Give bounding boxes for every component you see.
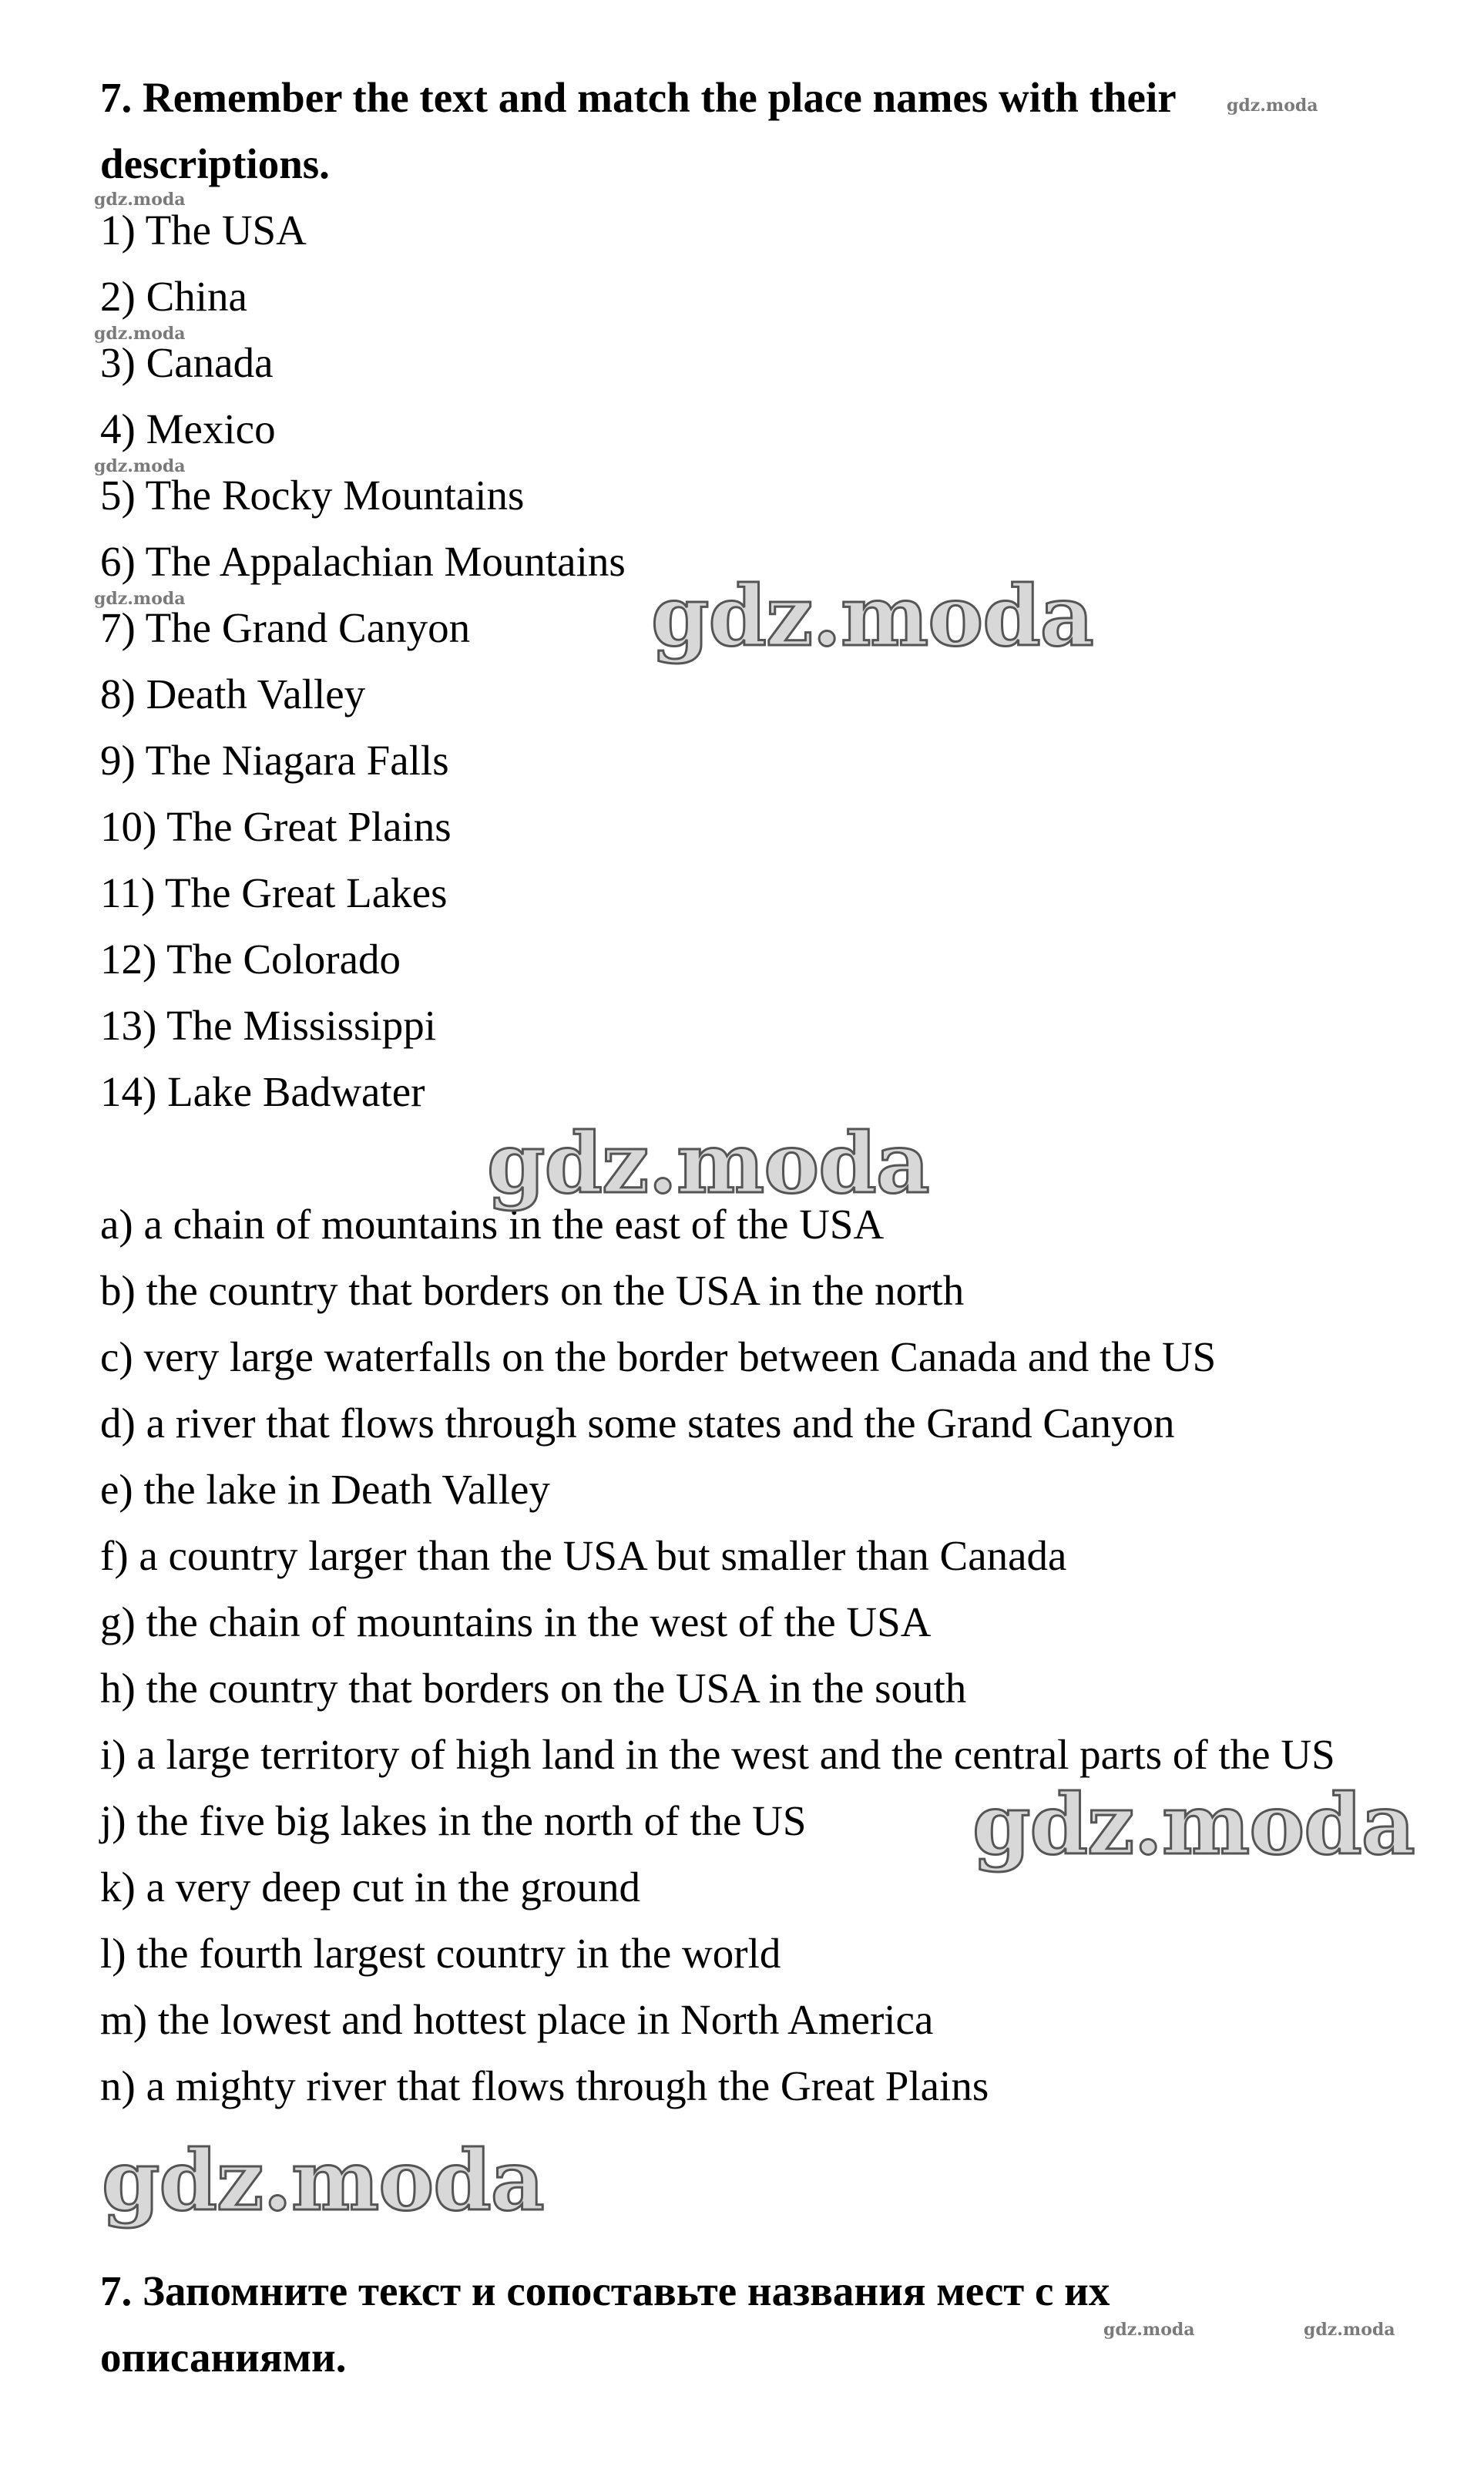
place-name-item: 2) China	[100, 273, 247, 320]
description-item: f) a country larger than the USA but smaller than Canada	[100, 1532, 1067, 1579]
watermark-logo: gdz.moda	[102, 2132, 544, 2230]
watermark-logo: gdz.moda	[651, 568, 1093, 665]
description-item: c) very large waterfalls on the border between Canada and the US	[100, 1333, 1217, 1380]
place-name-item: 7) The Grand Canyon	[100, 604, 471, 651]
place-name-item: 1) The USA	[100, 207, 307, 254]
place-name-item: 14) Lake Badwater	[100, 1068, 425, 1115]
watermark-small: gdz.moda	[1227, 96, 1318, 116]
description-item: e) the lake in Death Valley	[100, 1466, 550, 1513]
description-item: b) the country that borders on the USA in the north	[100, 1267, 965, 1314]
description-item: m) the lowest and hottest place in North America	[100, 1996, 934, 2043]
place-name-item: 5) The Rocky Mountains	[100, 472, 525, 519]
heading-ru-line1: 7. Запомните текст и сопоставьте названия мест с их	[100, 2267, 1110, 2314]
watermark-small: gdz.moda	[1304, 2320, 1395, 2340]
description-item: a) a chain of mountains in the east of the USA	[100, 1201, 885, 1248]
watermark-logo: gdz.moda	[972, 1776, 1415, 1874]
heading-ru-line2: описаниями.	[100, 2334, 347, 2381]
place-name-item: 8) Death Valley	[100, 670, 366, 717]
description-item: l) the fourth largest country in the world	[100, 1930, 781, 1977]
watermark-small: gdz.moda	[94, 589, 186, 609]
heading-en-line2: descriptions.	[100, 140, 330, 187]
place-name-item: 9) The Niagara Falls	[100, 737, 449, 784]
place-name-item: 12) The Colorado	[100, 936, 401, 983]
place-name-item: 6) The Appalachian Mountains	[100, 538, 626, 585]
watermark-small: gdz.moda	[94, 456, 186, 476]
description-item: n) a mighty river that flows through the Great Plains	[100, 2062, 989, 2109]
place-name-item: 11) The Great Lakes	[100, 869, 448, 916]
watermark-logo: gdz.moda	[487, 1115, 929, 1212]
watermark-small: gdz.moda	[1103, 2320, 1195, 2340]
watermark-small: gdz.moda	[94, 190, 186, 210]
description-item: d) a river that flows through some states and the Grand Canyon	[100, 1400, 1175, 1447]
description-item: i) a large territory of high land in the west and the central parts of the US	[100, 1731, 1335, 1778]
description-item: h) the country that borders on the USA in the south	[100, 1665, 967, 1712]
place-name-item: 4) Mexico	[100, 405, 276, 452]
place-name-item: 13) The Mississippi	[100, 1002, 436, 1049]
place-name-item: 10) The Great Plains	[100, 803, 452, 850]
description-item: k) a very deep cut in the ground	[100, 1863, 641, 1910]
heading-en-line1: 7. Remember the text and match the place names with their	[100, 74, 1177, 121]
place-name-item: 3) Canada	[100, 339, 274, 386]
watermark-small: gdz.moda	[94, 324, 186, 344]
description-item: j) the five big lakes in the north of the US	[100, 1797, 807, 1844]
description-item: g) the chain of mountains in the west of the USA	[100, 1598, 932, 1645]
